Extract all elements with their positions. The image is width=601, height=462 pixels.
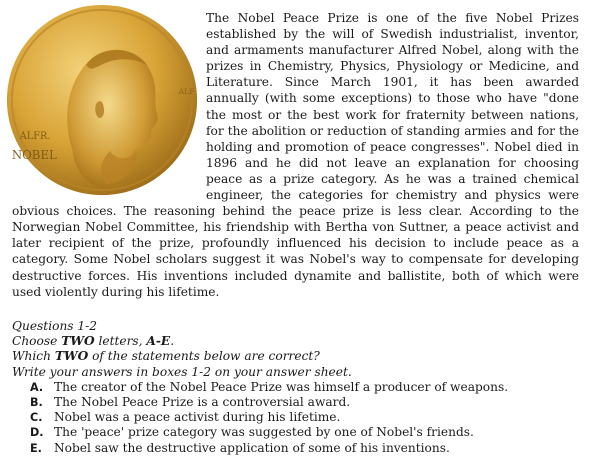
- option-a: [12, 380, 592, 395]
- option-d: [12, 425, 592, 440]
- medal-inscription-name: NOBEL: [11, 147, 57, 162]
- option-text: The creator of the Nobel Peace Prize was himself a producer of weapons.: [54, 379, 509, 394]
- medal-inscription: ALFR.: [19, 131, 51, 143]
- questions-instruction: Choose TWO letters, A-E.: [12, 334, 175, 349]
- option-letter: E.: [30, 441, 42, 455]
- option-text: The 'peace' prize category was suggested by one of Nobel's friends.: [54, 425, 474, 440]
- passage-text: The Nobel Peace Prize is one of the five Nobel Prizes established by the will of Swedish industrialist, inventor, and armaments manufacturer Alfred Nobel, along with the prizes in Chemistry, Physics, Physiology or Medicine, and Literature. Since March 1901, it has been awarded annually (with some exceptions) to those who have "done the most or the best work for fraternity between nations, for the abolition or reduction of standing armies and for the holding and promotion of peace congresses". Nobel died in 1896 and he did not leave an explanation for choosing peace as a prize category. As he was a trained chemical engineer, the categories for chemistry and physics were obvious choices. The reasoning behind the peace prize is less clear. According to the Norwegian Nobel Committee, his friendship with Bertha von Suttner, a peace activist and later recipient of the prize, profoundly influenced his decision to include peace as a category. Some Nobel scholars suggest it was Nobel's way to compensate for developing destructive forces. His inventions included dynamite and ballistite, both of which were used violently during his lifetime.: [12, 11, 579, 299]
- answer-sheet-note: Write your answers in boxes 1-2 on your answer sheet.: [12, 364, 352, 379]
- option-b: [12, 395, 592, 410]
- questions-prompt: Which TWO of the statements below are correct?: [12, 349, 320, 364]
- option-letter: B.: [30, 396, 43, 410]
- passage: [12, 10, 579, 300]
- option-c: [12, 410, 592, 425]
- option-text: Nobel saw the destructive application of some of his inventions.: [54, 440, 450, 455]
- option-letter: C.: [30, 411, 43, 425]
- answer-options: [12, 380, 592, 456]
- questions-heading: Questions 1-2: [12, 319, 98, 333]
- option-letter: A.: [30, 380, 44, 394]
- option-text: The Nobel Peace Prize is a controversial award.: [54, 395, 351, 410]
- option-text: Nobel was a peace activist during his lifetime.: [54, 410, 341, 425]
- option-letter: D.: [30, 426, 44, 440]
- image-float-spacer: [12, 10, 206, 202]
- option-e: [12, 441, 592, 456]
- medal-side-marks: ALF: [178, 87, 195, 97]
- questions-block: [12, 319, 592, 456]
